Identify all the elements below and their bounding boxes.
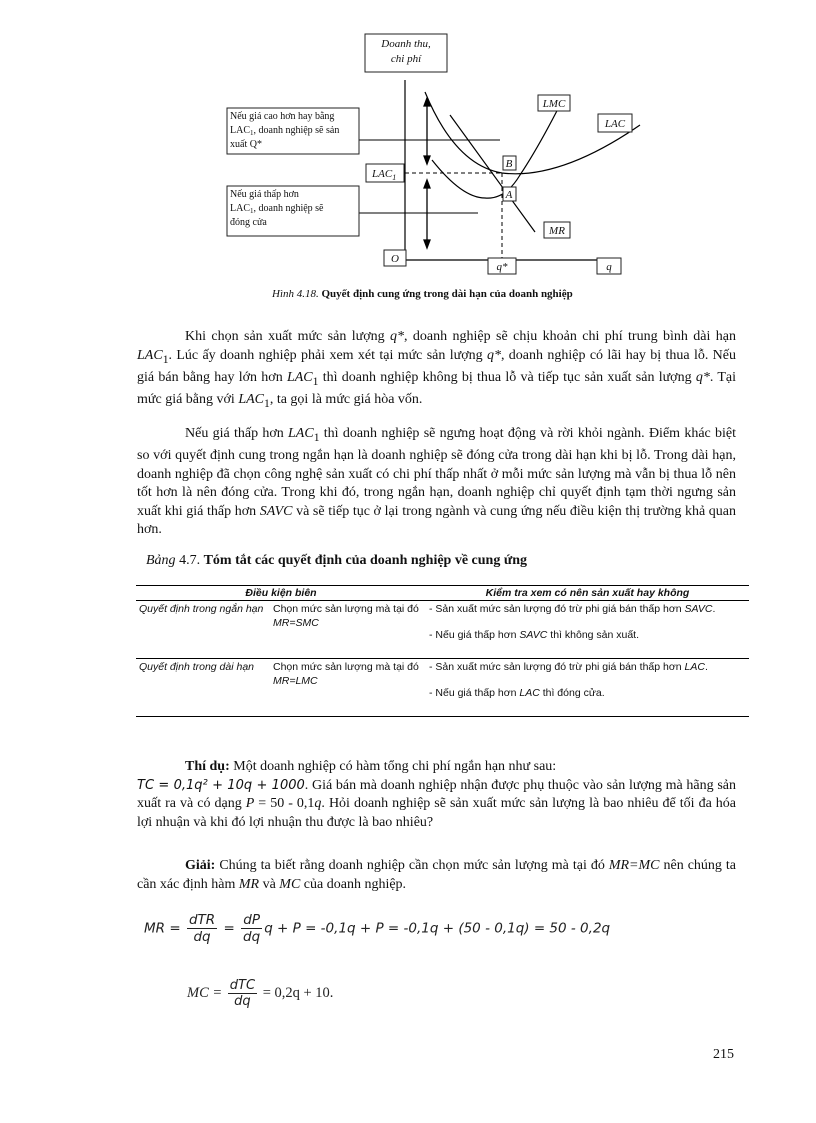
lower-note-line1: Nếu giá thấp hơn [230, 189, 299, 200]
table-header-check: Kiểm tra xem có nên sản xuất hay không [426, 586, 749, 601]
x-axis-label: q [606, 261, 612, 273]
y-axis-label-line2: chi phí [390, 53, 422, 65]
table-row [136, 659, 749, 717]
condition-cell: Chọn mức sản lượng mà tại đó MR=LMC [270, 659, 426, 717]
lower-note-line2: $LAC_1$, doanh nghiệp sẽ [230, 203, 324, 215]
solution-label: Giải: [185, 858, 216, 873]
figure-caption [272, 288, 573, 300]
table-title: Bảng 4.7. Tóm tắt các quyết định của doanh nghiệp về cung ứng [146, 553, 528, 568]
paragraph-1: Khi chọn sản xuất mức sản lượng q*, doanh nghiệp sẽ chịu khoản chi phí trung bình dài hạn $LAC_1$. Lúc ấy doanh nghiệp phải xem xét tại mức sản lượng q*, doanh nghiệp có lãi hay bị thua lỗ. Nếu giá bán bằng hay lớn hơn $LAC_1$ thì doanh nghiệp không bị thua lỗ và tiếp tục sản xuất sản lượng q*. Tại mức giá bằng với $LAC_1$, ta gọi là mức giá hòa vốn. [137, 329, 736, 410]
caption-title: Quyết định cung ứng trong dài hạn của doanh nghiệp [321, 288, 573, 300]
decision-cell: Quyết định trong ngắn hạn [136, 601, 270, 659]
paragraph-2: Nếu giá thấp hơn $LAC_1$ thì doanh nghiệp sẽ ngưng hoạt động và rời khỏi ngành. Điểm khác biệt so với quyết định cung trong ngắn hạn là doanh nghiệp sẽ đóng cửa trong dài hạn khi bị lỗ. Trong dài hạn, doanh nghiệp đã chọn công nghệ sản xuất có chi phí thấp nhất ở mỗi mức sản lượng mà vẫn bị thua lỗ nên tốt hơn là nên đóng cửa. Trong khi đó, trong ngắn hạn, doanh nghiệp chỉ quyết định tạm thời ngưng sản xuất khi giá thấp hơn SAVC và sẽ tiếp tục ở lại trong ngành và cung ứng nếu điều kiện thị trường khả quan hơn. [137, 426, 737, 538]
formula-mc: MC = $\frac{\text{dTC}}{dq}$ = 0,2q + 10. [187, 978, 334, 1009]
formula-tc: TC = 0,1q² + 10q + 1000 [137, 777, 305, 793]
figure-supply-decision [0, 0, 816, 300]
q-star-label: q* [496, 261, 508, 273]
origin-label: O [391, 253, 399, 265]
example-paragraph: Thí dụ: Một doanh nghiệp có hàm tổng chi phí ngắn hạn như sau: TC = 0,1q² + 10q + 1000. Giá bán mà doanh nghiệp nhận được phụ thuộc vào sản lượng mà hãng sản xuất ra và có dạng P = 50 - 0,1q. Hỏi doanh nghiệp sẽ sản xuất mức sản lượng là bao nhiêu để tối đa hóa lợi nhuận và khi đó lợi nhuận thu được là bao nhiêu? [137, 759, 737, 830]
example-label: Thí dụ: [185, 759, 230, 774]
upper-note-line2: $LAC_1$, doanh nghiệp sẽ sản [230, 125, 340, 137]
mr-label: MR [549, 225, 565, 237]
y-axis-label-line1: Doanh thu, [381, 38, 431, 50]
lower-arrow [424, 180, 430, 248]
supply-decision-table [136, 585, 749, 717]
upper-note-line1: Nếu giá cao hơn hay bằng [230, 111, 335, 122]
solution-paragraph: Giải: Chúng ta biết rằng doanh nghiệp cần chọn mức sản lượng mà tại đó MR=MC nên chúng ta cần xác định hàm MR và MC của doanh nghiệp. [137, 858, 737, 892]
lac-curve [425, 92, 640, 174]
check-cell: - Sản xuất mức sản lượng đó trừ phi giá bán thấp hơn LAC. - Nếu giá thấp hơn LAC thì đóng cửa. [426, 659, 749, 717]
lower-note-line3: đóng cửa [230, 217, 267, 228]
formula-mr: MR = $\frac{\text{dTR}}{dq}$ = $\frac{dP}{dq}$ q + P = -0,1q + P = -0,1q + (50 - 0,1q) = 50 - 0,2q [144, 912, 611, 945]
caption-prefix: Hình 4.18. [272, 288, 319, 300]
decision-cell: Quyết định trong dài hạn [136, 659, 270, 717]
lmc-label: LMC [542, 98, 566, 110]
lac1-label: $LAC_1$ [372, 168, 397, 182]
condition-cell: Chọn mức sản lượng mà tại đó MR=SMC [270, 601, 426, 659]
point-a: A [505, 189, 513, 201]
point-b: B [505, 158, 513, 170]
table-header-conditions: Điều kiện biên [136, 586, 426, 601]
check-cell: - Sản xuất mức sản lượng đó trừ phi giá bán thấp hơn SAVC. - Nếu giá thấp hơn SAVC thì không sản xuất. [426, 601, 749, 659]
upper-note-line3: xuất Q* [230, 139, 262, 150]
upper-arrow [424, 98, 430, 164]
lac-label: LAC [604, 118, 626, 130]
table-row [136, 601, 749, 659]
page-number: 215 [713, 1047, 734, 1062]
